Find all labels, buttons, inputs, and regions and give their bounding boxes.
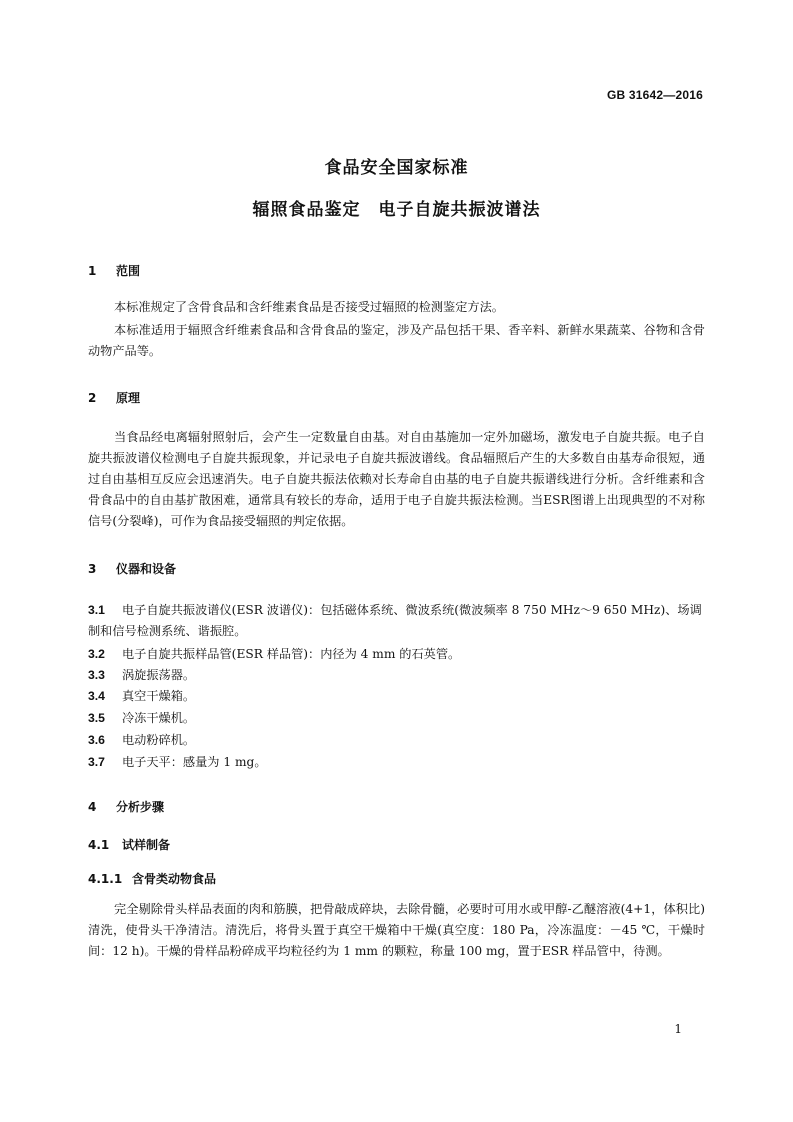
item-number: 3.6 <box>88 733 105 747</box>
list-item <box>88 752 705 773</box>
section-number: 1 <box>88 264 97 278</box>
section-number: 4 <box>88 800 97 814</box>
section-1-heading <box>88 262 140 279</box>
item-text: 涡旋振荡器。 <box>122 668 196 682</box>
document-title-line2: 辐照食品鉴定 电子自旋共振波谱法 <box>252 200 541 220</box>
item-number: 3.4 <box>88 689 105 703</box>
section-number: 4.1.1 <box>88 872 123 886</box>
section-title: 原理 <box>116 391 141 405</box>
section-title: 试样制备 <box>122 838 171 852</box>
page-number: 1 <box>674 1022 682 1036</box>
list-item <box>88 708 705 729</box>
section-title: 分析步骤 <box>116 800 165 814</box>
section-3-heading <box>88 560 176 577</box>
subsection-4-1-1-heading <box>88 870 216 887</box>
standard-code: GB 31642—2016 <box>607 88 703 102</box>
section-number: 4.1 <box>88 838 110 852</box>
item-text: 真空干燥箱。 <box>122 689 196 703</box>
item-number: 3.1 <box>88 603 105 617</box>
item-text: 电子自旋共振样品管(ESR 样品管)：内径为 4 mm 的石英管。 <box>122 647 461 661</box>
item-text: 电子天平：感量为 1 mg。 <box>122 755 267 769</box>
list-item <box>88 600 705 642</box>
item-text: 冷冻干燥机。 <box>122 711 196 725</box>
section-4-paragraph-1: 完全剔除骨头样品表面的肉和筋膜，把骨敲成碎块，去除骨髓，必要时可用水或甲醇-乙醚溶液(4+1，体积比)清洗，使骨头干净清洁。清洗后，将骨头置于真空干燥箱中干燥(真空度：180 Pa，冷冻温度：－45 ℃，干燥时间：12 h)。干燥的骨样品粉碎成平均粒径约为 1 mm 的颗粒，称量 100 mg，置于ESR 样品管中，待测。 <box>88 902 705 958</box>
section-number: 3 <box>88 562 97 576</box>
list-item <box>88 665 705 686</box>
list-item <box>88 730 705 751</box>
section-number: 2 <box>88 391 97 405</box>
section-4-heading <box>88 798 164 815</box>
item-number: 3.2 <box>88 647 105 661</box>
list-item <box>88 686 705 707</box>
section-title: 范围 <box>116 264 141 278</box>
section-2-heading <box>88 389 140 406</box>
document-title-line1: 食品安全国家标准 <box>324 158 469 178</box>
list-item <box>88 644 705 665</box>
item-text: 电动粉碎机。 <box>122 733 196 747</box>
section-title: 仪器和设备 <box>116 562 177 576</box>
subsection-4-1-heading <box>88 836 170 853</box>
section-title: 含骨类动物食品 <box>132 872 217 886</box>
section-1-paragraph-2: 本标准适用于辐照含纤维素食品和含骨食品的鉴定，涉及产品包括干果、香辛料、新鲜水果蔬菜、谷物和含骨动物产品等。 <box>88 323 705 358</box>
item-number: 3.5 <box>88 711 105 725</box>
item-number: 3.7 <box>88 755 105 769</box>
item-text: 电子自旋共振波谱仪(ESR 波谱仪)：包括磁体系统、微波系统(微波频率 8 750 MHz～9 650 MHz)、场调制和信号检测系统、谐振腔。 <box>88 603 702 638</box>
item-number: 3.3 <box>88 668 105 682</box>
section-2-paragraph-1: 当食品经电离辐射照射后，会产生一定数量自由基。对自由基施加一定外加磁场，激发电子自旋共振。电子自旋共振波谱仪检测电子自旋共振现象，并记录电子自旋共振波谱线。食品辐照后产生的大多数自由基寿命很短，通过自由基相互反应会迅速消失。电子自旋共振法依赖对长寿命自由基的电子自旋共振谱线进行分析。含纤维素和含骨食品中的自由基扩散困难，通常具有较长的寿命，适用于电子自旋共振法检测。当ESR图谱上出现典型的不对称信号(分裂峰)，可作为食品接受辐照的判定依据。 <box>88 430 705 528</box>
section-1-paragraph-1: 本标准规定了含骨食品和含纤维素食品是否接受过辐照的检测鉴定方法。 <box>114 300 504 314</box>
